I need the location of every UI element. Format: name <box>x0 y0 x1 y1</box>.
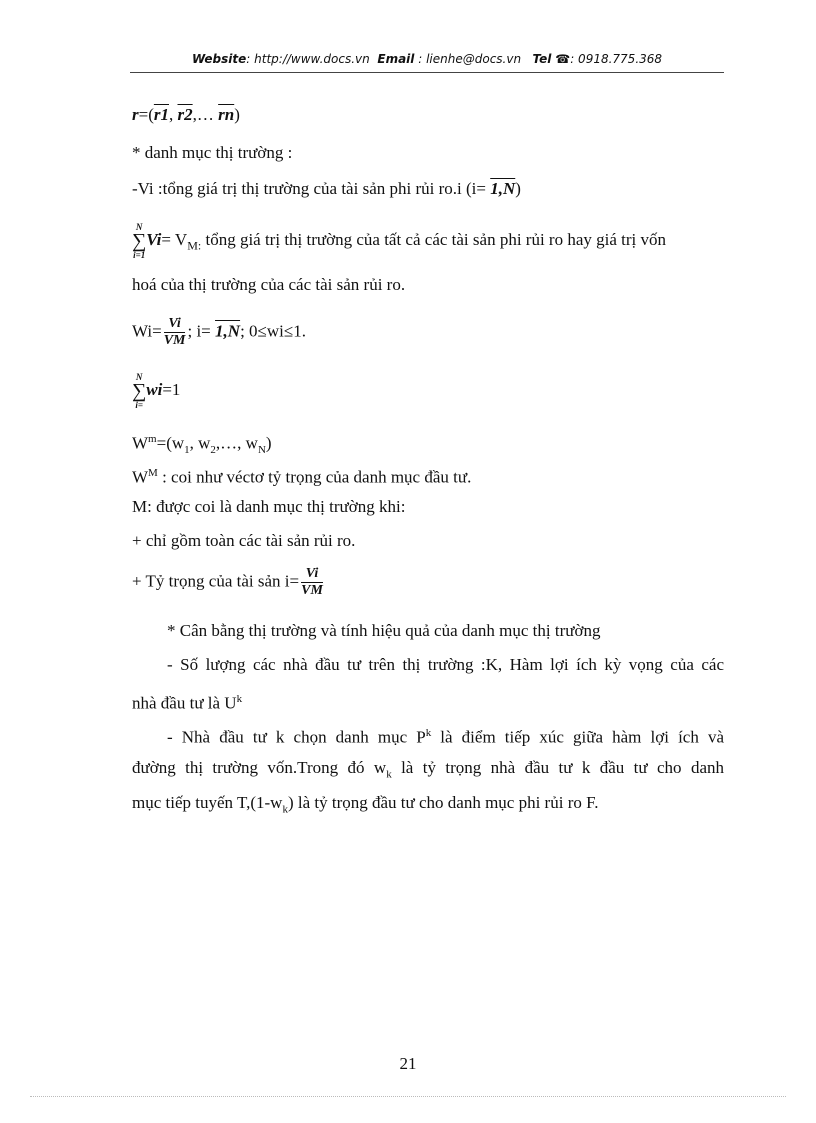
return-vector-formula: r=(r1, r2,… $\overline{rn}$) <box>132 105 240 124</box>
weight-sum-formula: N ∑ i= wi=1 <box>132 372 181 410</box>
vi-definition: -Vi :tổng giá trị thị trường của tài sản phi rủi ro.i (i= 1,N) <box>132 179 521 198</box>
vm-definition: N ∑ i=1 $Vi= V_{M:}$ tổng giá trị thị trường của tất cả các tài sản phi rủi ro hay giá trị vốn <box>132 222 667 260</box>
investors-count-line1: - Số lượng các nhà đầu tư trên thị trường :K, Hàm lợi ích kỳ vọng của các <box>167 655 724 674</box>
weight-fraction: $\frac{Vi}{VM}$ <box>301 566 323 598</box>
weight-vector: $W^m=(w_1$, $w_2,\dots$, $w_N$) <box>132 433 272 457</box>
equilibrium-heading: * Cân bằng thị trường và tính hiệu quả của danh mục thị trường <box>167 621 601 640</box>
wm-description: $W^M$ : coi như véctơ tỷ trọng của danh mục đầu tư. <box>132 467 472 487</box>
email-value: : lienhe@docs.vn <box>418 52 522 66</box>
website-value: : http://www.docs.vn <box>246 52 370 66</box>
market-portfolio-heading: * danh mục thị trường : <box>132 143 293 162</box>
market-condition-heading: M: được coi là danh mục thị trường khi: <box>132 497 406 516</box>
investor-choice-line2: đường thị trường vốn.Trong đó $w_k$ là tỷ trọng nhà đầu tư k đầu tư cho danh <box>132 758 724 781</box>
investor-choice-line1: - Nhà đầu tư k chọn danh mục $P^k$ là điểm tiếp xúc giữa hàm lợi ích và <box>167 727 724 747</box>
header-rule <box>130 72 724 73</box>
weight-fraction: $\frac{Vi}{VM}$ <box>163 316 186 348</box>
tel-label: Tel <box>532 52 552 66</box>
page-number: 21 <box>399 1054 417 1073</box>
sum-symbol: N ∑ i= <box>132 372 147 410</box>
tel-value: : 0918.775.368 <box>570 52 663 66</box>
footer-rule <box>30 1096 786 1097</box>
vm-definition-cont: hoá của thị trường của các tài sản rủi ro. <box>132 275 406 294</box>
market-condition-1: + chỉ gồm toàn các tài sản rủi ro. <box>132 531 356 550</box>
market-condition-2: + Tỷ trọng của tài sản i= $\frac{Vi}{VM}$ <box>132 566 323 598</box>
weight-formula: Wi= $\frac{Vi}{VM}$ ; i= 1,N; 0≤wi≤1. <box>132 316 306 348</box>
investors-count-line2: nhà đầu tư là $U^k$ <box>132 693 243 713</box>
email-label: Email <box>377 52 415 66</box>
website-label: Website <box>191 52 247 66</box>
investor-choice-line3: mục tiếp tuyến $T,(1-w_k)$ là tỷ trọng đầu tư cho danh mục phi rủi ro F. <box>132 793 599 816</box>
phone-icon: ☎ <box>555 52 571 66</box>
sum-symbol: N ∑ i=1 <box>132 222 147 260</box>
page-header <box>130 52 724 66</box>
